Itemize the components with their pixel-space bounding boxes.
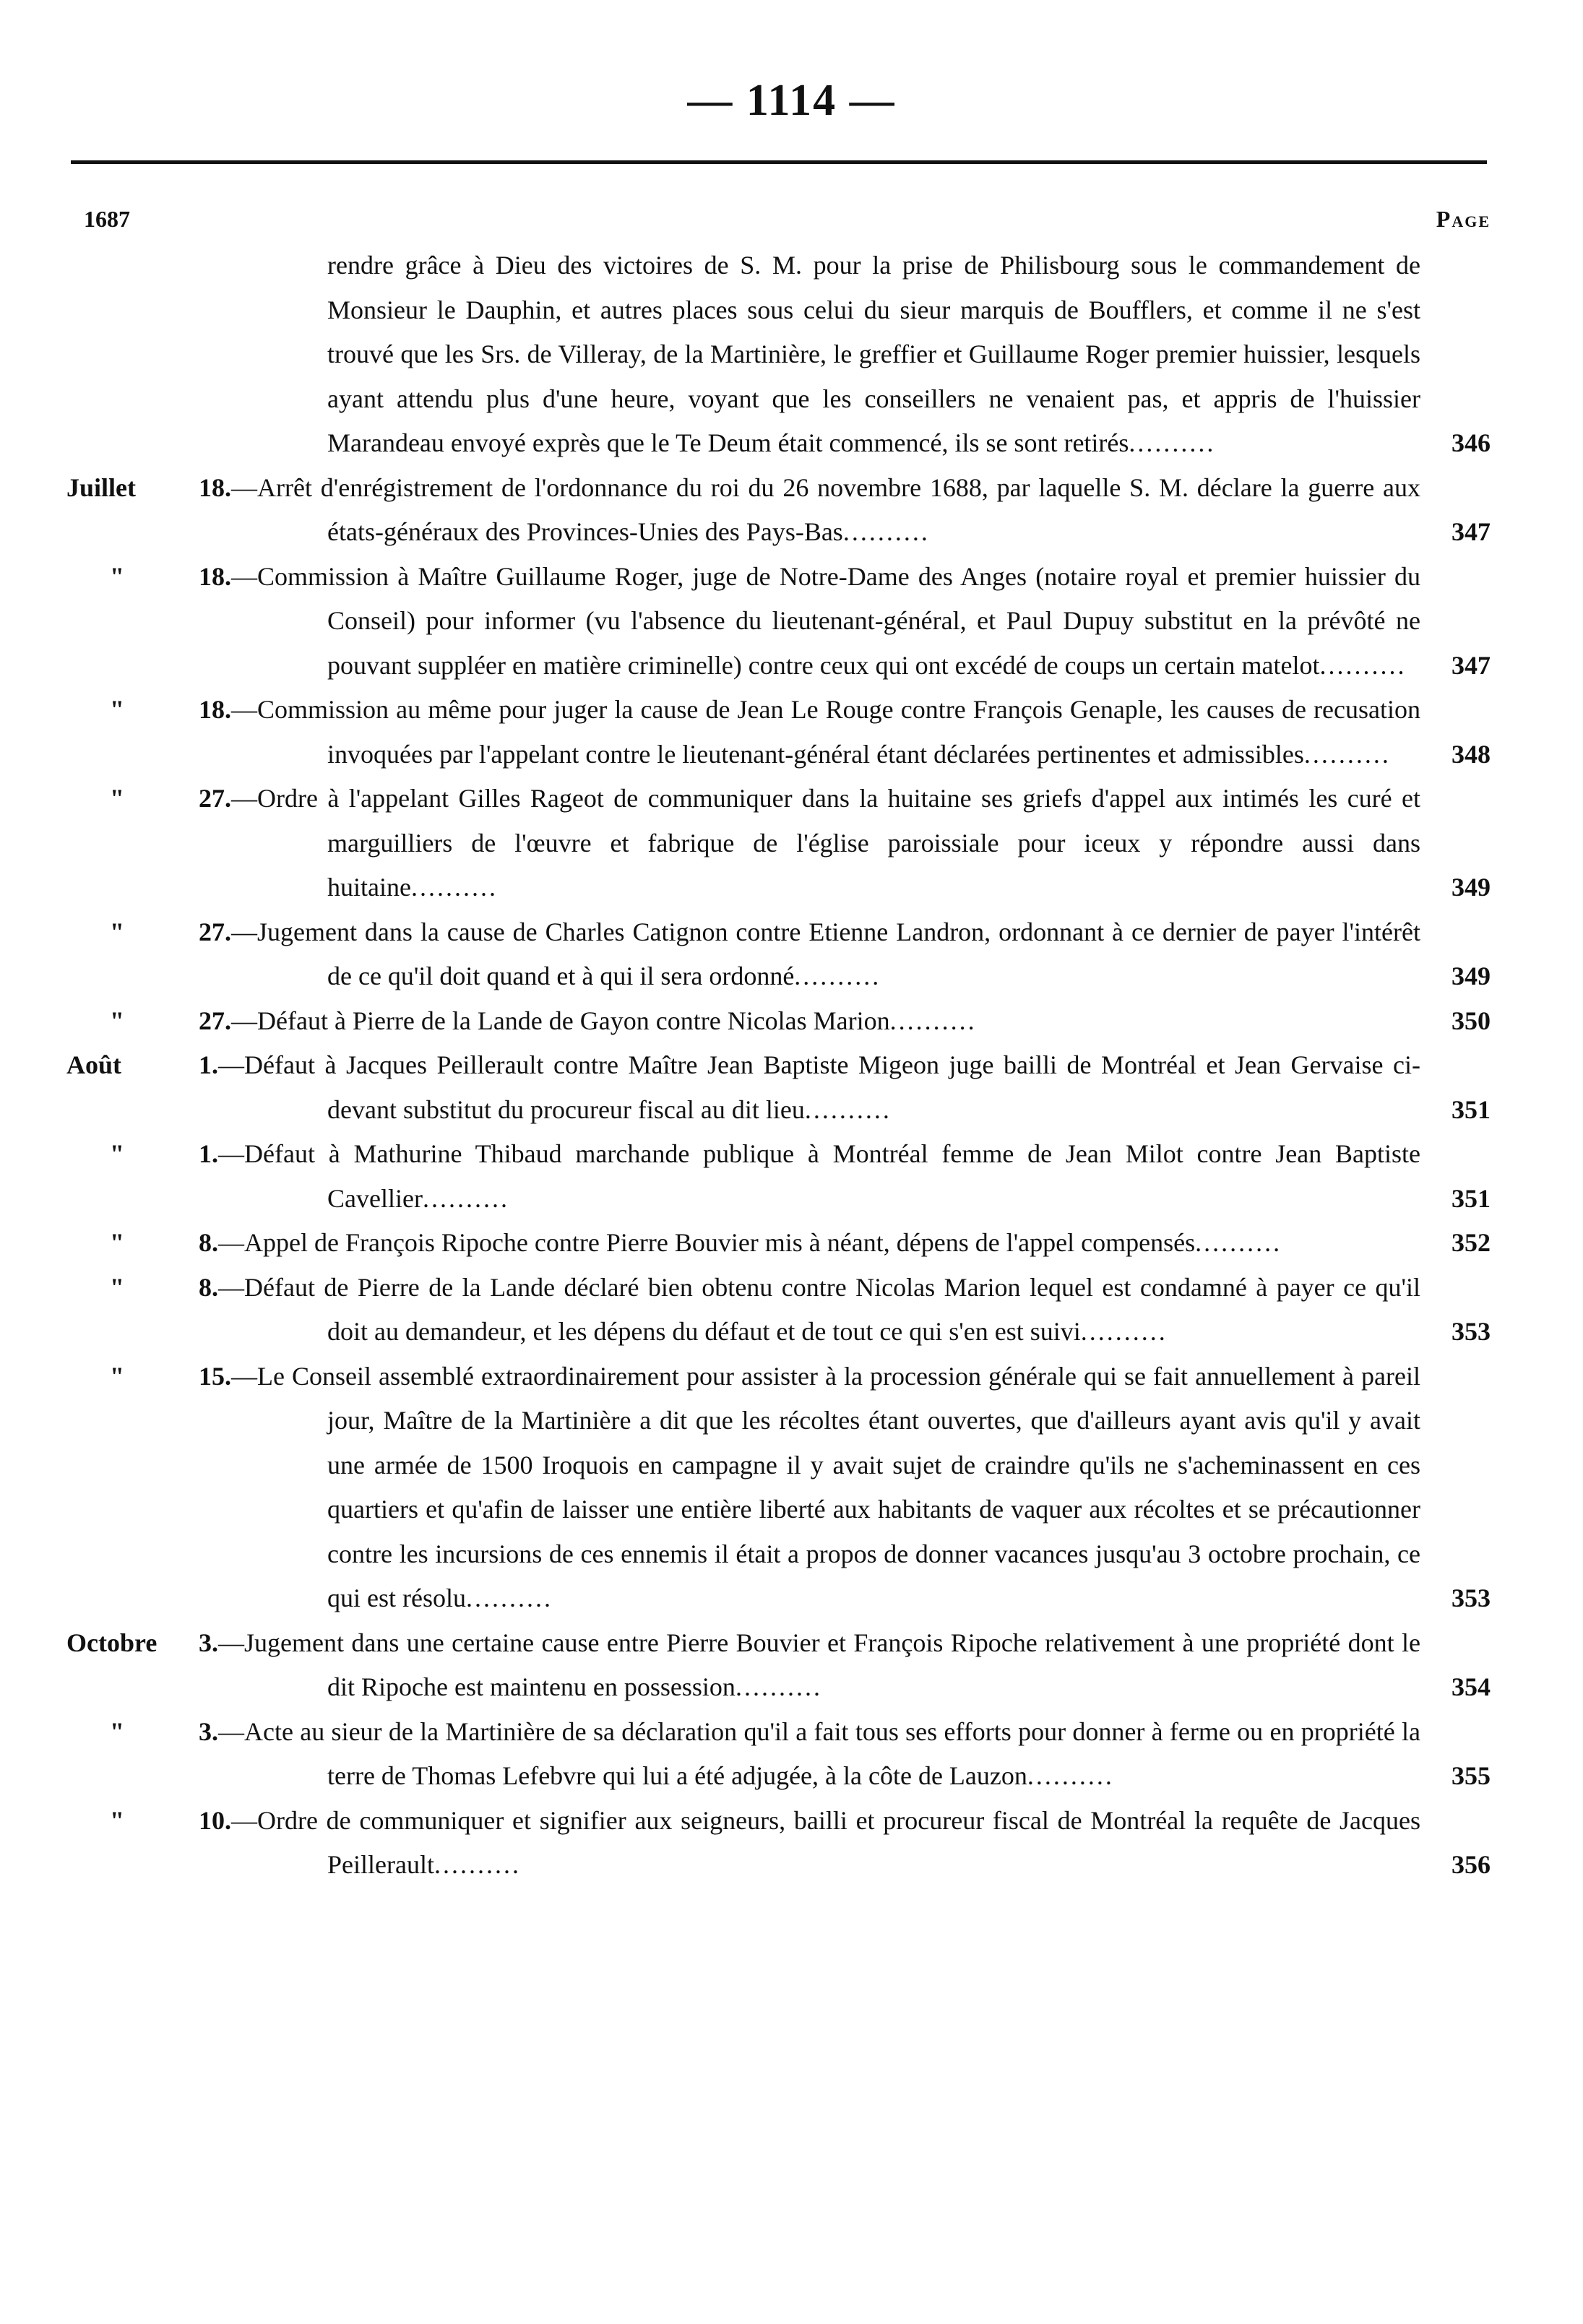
entry-page-number: 351 [1452,1094,1491,1124]
entry-text [199,777,1420,910]
ditto-mark: " [110,1716,124,1746]
ditto-mark: " [110,917,124,946]
entry-body: —Acte au sieur de la Martinière de sa déclaration qu'il a fait tous ses efforts pour donner à ferme ou en propriété la terre de Thomas Lefebvre qui lui a été adjugée, à la côte de Lauzon [218,1716,1420,1790]
entry-body: —Défaut de Pierre de la Lande déclaré bien obtenu contre Nicolas Marion lequel est condamné à payer ce qu'il doit au demandeur, et les dépens du défaut et de tout ce qui s'en est suivi [218,1272,1420,1346]
entry-page-number: 352 [1452,1228,1491,1257]
entry-day: 8. [199,1272,218,1302]
entry-page-number: 348 [1452,739,1491,769]
entry-month: Juillet [66,472,136,502]
dot-leaders: .......... [1303,739,1391,769]
ditto-mark: " [110,561,124,591]
entry-page-number: 349 [1452,962,1491,990]
header-rule [71,160,1487,164]
entry-day: 27. [199,917,231,946]
entry-page-number: 351 [1452,1183,1491,1213]
ditto-mark: " [110,1006,124,1035]
entry-text [199,466,1420,555]
dot-leaders: .......... [1027,1761,1114,1790]
dot-leaders: .......... [842,517,930,546]
entry-day: 15. [199,1361,231,1391]
entry-body: —Commission au même pour juger la cause de Jean Le Rouge contre François Genaple, les causes de recusation invoquées par l'appelant contre le lieutenant-général étant déclarées pertinentes et admissibles [231,695,1420,769]
entry-body: —Ordre de communiquer et signifier aux seigneurs, bailli et procureur fiscal de Montréal la requête de Jacques Peillerault [231,1805,1420,1879]
entry-row [0,1621,1583,1710]
entry-row [0,999,1583,1044]
entry-text [199,1710,1420,1799]
dot-leaders: .......... [422,1183,509,1213]
entry-day: 27. [199,784,231,813]
entry-text [199,1621,1420,1710]
entry-day: 18. [199,472,231,502]
entry-row [0,1799,1583,1888]
entry-text [199,1132,1420,1221]
entry-text [327,243,1420,466]
entry-body: rendre grâce à Dieu des victoires de S. M. pour la prise de Philisbourg sous le commandement de Monsieur le Dauphin, et autres places sous celui du sieur marquis de Boufflers, et comme il ne s'est trouvé que les Srs. de Villeray, de la Martinière, le greffier et Guillaume Roger premier huissier, lesquels ayant attendu plus d'une heure, voyant que les conseillers ne venaient pas, et appris de l'huissier Marandeau envoyé exprès que le Te Deum était commencé, ils se sont retirés [327,251,1420,457]
dot-leaders: .......... [1195,1228,1282,1257]
entry-row [0,1221,1583,1266]
dot-leaders: .......... [1080,1317,1168,1346]
entry-body: —Jugement dans la cause de Charles Catignon contre Etienne Landron, ordonnant à ce dernier de payer l'intérêt de ce qu'il doit quand et à qui il sera ordonné [231,917,1420,990]
dot-leaders: .......... [794,962,881,990]
entry-body: —Ordre à l'appelant Gilles Rageot de communiquer dans la huitaine ses griefs d'appel aux intimés les curé et marguilliers de l'œuvre et fabrique de l'église paroissiale pour iceux y répondre aussi dans huitaine [231,784,1420,902]
page-number: — 1114 — [687,76,896,125]
entry-text [199,1043,1420,1132]
entry-row [0,1043,1583,1132]
entry-body: —Défaut à Mathurine Thibaud marchande publique à Montréal femme de Jean Milot contre Jean Baptiste Cavellier [218,1139,1420,1213]
entry-month: Octobre [66,1628,158,1657]
entry-month: Août [66,1050,122,1079]
entry-day: 1. [199,1139,218,1168]
entry-text [199,688,1420,777]
ditto-mark: " [110,1272,124,1302]
ditto-mark: " [110,1361,124,1391]
entry-day: 3. [199,1628,218,1657]
entry-text [199,1221,1420,1266]
entry-page-number: 355 [1452,1761,1491,1790]
entry-body: —Défaut à Pierre de la Lande de Gayon contre Nicolas Marion [231,1006,890,1035]
entry-row [0,777,1583,910]
page-column-heading: Page [1436,206,1491,232]
entry-page-number: 356 [1452,1850,1491,1879]
entry-row [0,1710,1583,1799]
entry-page-number: 347 [1452,517,1491,546]
entry-day: 18. [199,561,231,591]
entry-text [199,1799,1420,1888]
entry-page-number: 347 [1452,650,1491,680]
ditto-mark: " [110,784,124,813]
entry-text [199,999,1420,1044]
entry-row [0,688,1583,777]
ditto-mark: " [110,1139,124,1168]
entries-list [0,243,1583,1888]
entry-text [199,555,1420,688]
ditto-mark: " [110,1805,124,1835]
entry-page-number: 354 [1452,1672,1491,1701]
entry-day: 1. [199,1050,218,1079]
ditto-mark: " [110,695,124,724]
dot-leaders: .......... [465,1584,553,1612]
entry-day: 3. [199,1716,218,1746]
entry-row [0,910,1583,999]
entry-body: —Arrêt d'enrégistrement de l'ordonnance du roi du 26 novembre 1688, par laquelle S. M. déclare la guerre aux états-généraux des Provinces-Unies des Pays-Bas [231,472,1420,546]
ditto-mark: " [110,1228,124,1257]
entry-text [199,1355,1420,1621]
dot-leaders: .......... [889,1006,977,1035]
entry-page-number: 353 [1452,1584,1491,1612]
entry-row [0,1355,1583,1621]
entry-row [0,243,1583,466]
entry-day: 27. [199,1006,231,1035]
entry-row [0,1266,1583,1355]
entry-body: —Défaut à Jacques Peillerault contre Maître Jean Baptiste Migeon juge bailli de Montréal et Jean Gervaise ci-devant substitut du procureur fiscal au dit lieu [218,1050,1420,1124]
entry-text [199,1266,1420,1355]
entry-page-number: 350 [1452,1006,1491,1035]
entry-day: 8. [199,1228,218,1257]
dot-leaders: .......... [804,1094,892,1124]
dot-leaders: .......... [410,873,498,902]
entry-text [199,910,1420,999]
entry-day: 18. [199,695,231,724]
entry-row [0,1132,1583,1221]
dot-leaders: .......... [1319,650,1407,680]
entry-body: —Commission à Maître Guillaume Roger, juge de Notre-Dame des Anges (notaire royal et premier huissier du Conseil) pour informer (vu l'absence du lieutenant-général, et Paul Dupuy substitut en la prévôté ne pouvant suppléer en matière criminelle) contre ceux qui ont excédé de coups un certain matelot [231,561,1420,680]
entry-page-number: 349 [1452,873,1491,902]
entry-row [0,555,1583,688]
entry-body: —Le Conseil assemblé extraordinairement pour assister à la procession générale qui se fait annuellement à pareil jour, Maître de la Martinière a dit que les récoltes étant ouvertes, que d'ailleurs ayant avis qu'il y avait une armée de 1500 Iroquois en campagne il y avait sujet de craindre qu'ils ne s'acheminassent en ces quartiers et qu'afin de laisser une entière liberté aux habitants de vaquer aux récoltes et se précautionner contre les incursions de ces ennemis il était a propos de donner vacances jusqu'au 3 octobre prochain, ce qui est résolu [231,1361,1420,1612]
entry-day: 10. [199,1805,231,1835]
entry-body: —Jugement dans une certaine cause entre Pierre Bouvier et François Ripoche relativement à une propriété dont le dit Ripoche est maintenu en possession [218,1628,1420,1701]
dot-leaders: .......... [735,1672,822,1701]
entry-row [0,466,1583,555]
dot-leaders: .......... [434,1850,521,1879]
entry-page-number: 353 [1452,1317,1491,1346]
entry-body: —Appel de François Ripoche contre Pierre Bouvier mis à néant, dépens de l'appel compensés [218,1228,1196,1257]
entry-page-number: 346 [1452,428,1491,457]
year-heading: 1687 [84,206,130,232]
dot-leaders: .......... [1129,428,1216,457]
